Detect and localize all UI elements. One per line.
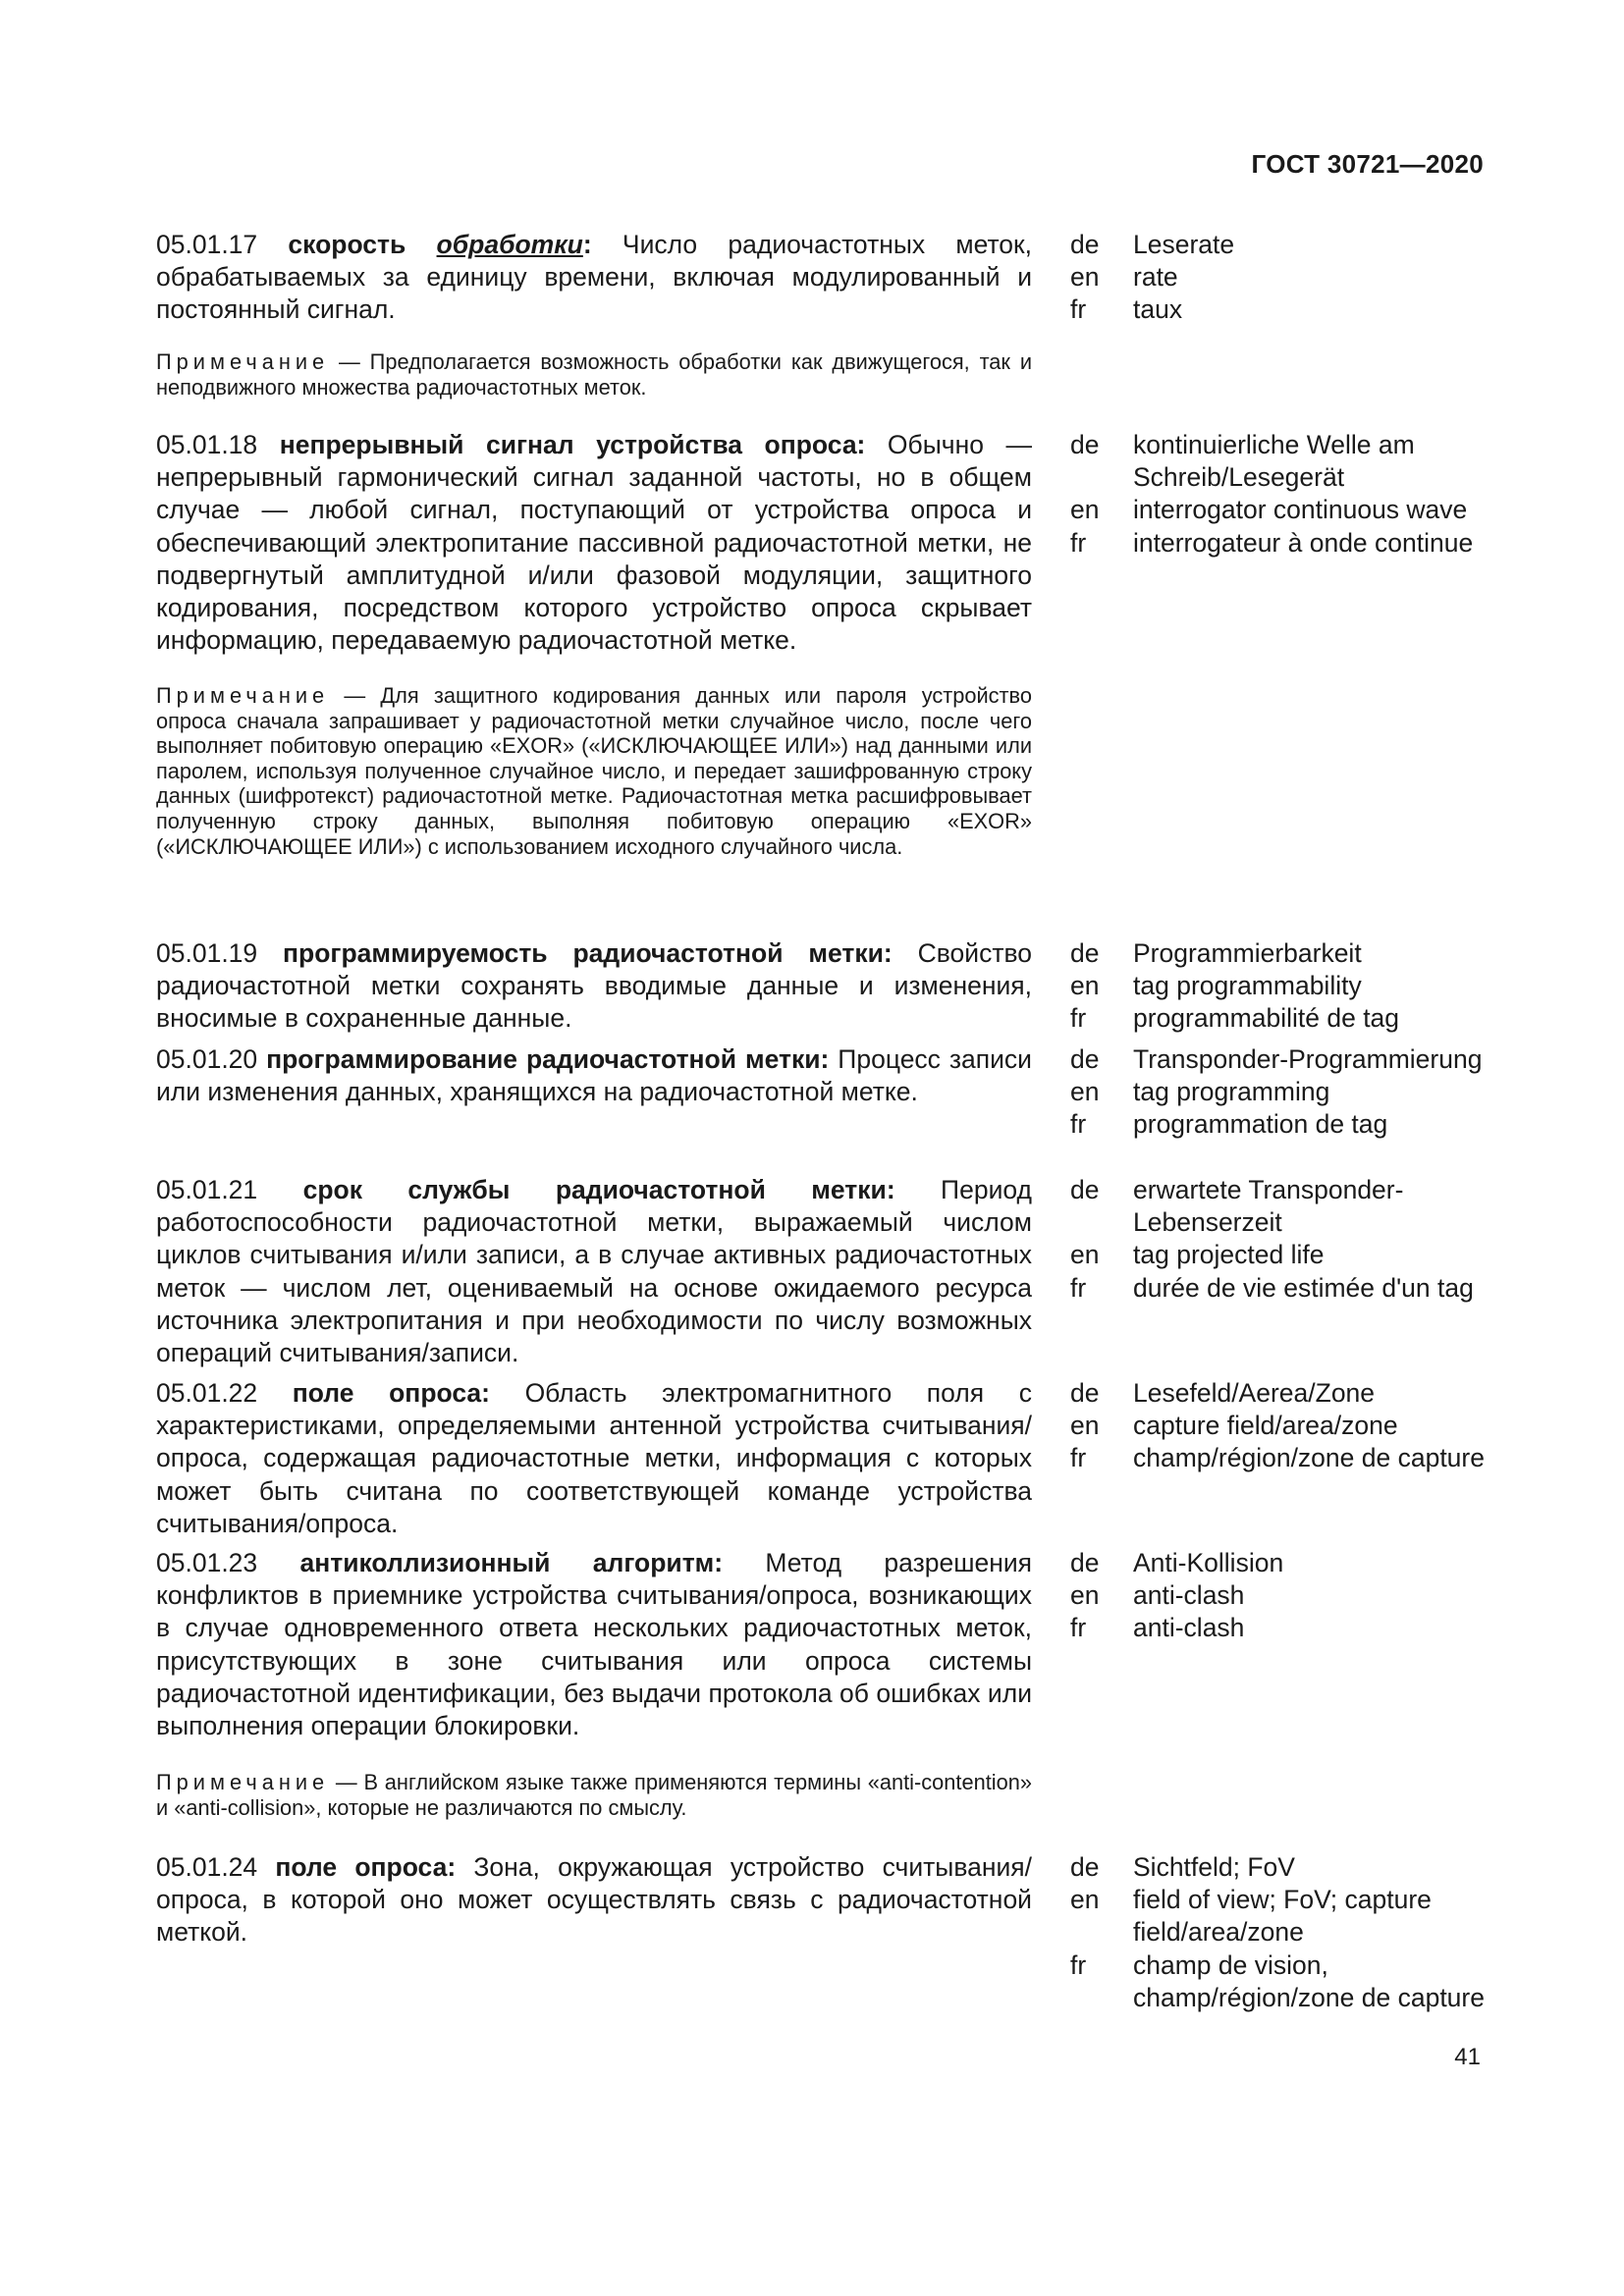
term-number: 05.01.22 <box>156 1378 258 1408</box>
lang-code: de <box>1070 938 1100 968</box>
lang-code: fr <box>1070 1003 1087 1034</box>
term-name: срок службы радиочастотной метки: <box>302 1175 895 1204</box>
language-equivalents <box>1070 429 1502 560</box>
term-name-emphasis: обработки <box>436 230 583 259</box>
lang-code: de <box>1070 430 1100 459</box>
lang-term: rate <box>1133 262 1178 293</box>
term-number: 05.01.24 <box>156 1852 258 1882</box>
term-name: поле опроса: <box>292 1378 490 1408</box>
term-name: непрерывный сигнал устройства опроса: <box>279 430 866 459</box>
lang-code: de <box>1070 1044 1100 1074</box>
term-note <box>156 349 1032 400</box>
lang-row <box>1070 1851 1502 1884</box>
term-definition: Период работоспособности радиочастотной метки, выражаемый числом циклов считывания и/или записи, а в случае активных радиочастотных меток — числом лет, оцениваемый на основе ожидаемого ресурса источника электропитания и при необходимости по числу возможных операций считывания/записи. <box>156 1175 1032 1368</box>
lang-row <box>1070 1377 1502 1410</box>
term-entry <box>156 1547 1032 1742</box>
note-label: Примечание <box>156 1770 330 1794</box>
term-entry <box>156 429 1032 657</box>
term-number: 05.01.17 <box>156 230 258 259</box>
lang-term: programmation de tag <box>1133 1109 1388 1140</box>
lang-code: en <box>1070 1240 1100 1270</box>
language-equivalents <box>1070 229 1502 327</box>
lang-term: champ de vision, champ/région/zone de capture <box>1133 1949 1485 2012</box>
lang-code: en <box>1070 1411 1100 1441</box>
term-name: программирование радиочастотной метки: <box>266 1044 830 1074</box>
lang-term: Transponder-Programmierung <box>1133 1044 1483 1074</box>
lang-row <box>1070 1174 1502 1239</box>
lang-term: Programmierbarkeit <box>1133 938 1362 968</box>
lang-code: fr <box>1070 1949 1087 1980</box>
lang-term: capture field/area/zone <box>1133 1411 1398 1441</box>
term-number: 05.01.18 <box>156 430 258 459</box>
lang-code: fr <box>1070 1613 1087 1643</box>
note-text: — Для защитного кодирования данных или пароля устройство опроса сначала запрашивает у радиочастотной метки случайное число, после чего выполняет побитовую операцию «EXOR» («ИСКЛЮЧАЮЩЕЕ ИЛИ») над данными или паролем, используя полученное случайное число, и передает зашифрованную строку данных (шифротекст) радиочастотной метке. Радиочастотная метка расшифровывает полученную строку данных, выполняя побитовую операцию «EXOR» («ИСКЛЮЧАЮЩЕЕ ИЛИ») с использованием исходного случайного числа. <box>156 683 1032 859</box>
term-definition: Область электромагнитного поля с характеристиками, определяемыми антенной устройства считывания/опроса, содержащая радиочастотные метки, информация с которых может быть считана по соответствующей команде устройства считывания/опроса. <box>156 1378 1032 1538</box>
term-entry <box>156 937 1032 1036</box>
lang-row <box>1070 1612 1502 1644</box>
lang-code: en <box>1070 971 1100 1001</box>
lang-code: fr <box>1070 1443 1087 1473</box>
lang-row <box>1070 1108 1502 1141</box>
language-equivalents <box>1070 1377 1502 1475</box>
term-entry <box>156 1043 1032 1108</box>
lang-row <box>1070 1547 1502 1579</box>
lang-code: de <box>1070 230 1100 259</box>
lang-code: de <box>1070 1548 1100 1577</box>
term-entry <box>156 229 1032 327</box>
note-text: — Предполагается возможность обработки как движущегося, так и неподвижного множества радиочастотных меток. <box>156 349 1032 400</box>
term-number: 05.01.21 <box>156 1175 258 1204</box>
lang-row <box>1070 970 1502 1002</box>
language-equivalents <box>1070 1043 1502 1142</box>
lang-code: de <box>1070 1175 1100 1204</box>
lang-row <box>1070 1410 1502 1442</box>
lang-row <box>1070 1949 1502 2014</box>
lang-code: de <box>1070 1378 1100 1408</box>
lang-term: taux <box>1133 294 1183 325</box>
lang-row <box>1070 229 1502 261</box>
term-entry <box>156 1377 1032 1540</box>
lang-term: field of view; FoV; capture field/area/zone <box>1133 1885 1432 1948</box>
lang-term: programmabilité de tag <box>1133 1003 1400 1034</box>
standard-designation: ГОСТ 30721—2020 <box>1251 149 1484 179</box>
term-note <box>156 1770 1032 1820</box>
lang-code: fr <box>1070 527 1087 558</box>
lang-term: tag programmability <box>1133 971 1362 1001</box>
term-definition: Зона, окружающая устройство считывания/опроса, в которой оно может осуществлять связь с радиочастотной меткой. <box>156 1852 1032 1948</box>
term-definition: Число радиочастотных меток, обрабатываемых за единицу времени, включая модулированный и постоянный сигнал. <box>156 230 1033 325</box>
lang-code: fr <box>1070 1272 1087 1303</box>
lang-term: Leserate <box>1133 230 1235 259</box>
term-definition: Обычно — непрерывный гармонический сигнал заданной частоты, но в общем случае — любой сигнал, поступающий от устройства опроса и обеспечивающий электропитание пассивной радиочастотной метки, не подвергнутый амплитудной и/или фазовой модуляции, защитного кодирования, посредством которого устройство опроса скрывает информацию, передаваемую радиочастотной метке. <box>156 430 1032 656</box>
lang-code: de <box>1070 1852 1100 1882</box>
lang-term: tag projected life <box>1133 1240 1325 1270</box>
term-name: программируемость радиочастотной метки: <box>283 938 893 968</box>
lang-term: interrogateur à onde continue <box>1133 527 1474 558</box>
lang-row <box>1070 1043 1502 1076</box>
term-name: антиколлизионный алгоритм: <box>299 1548 724 1577</box>
lang-code: fr <box>1070 294 1087 325</box>
lang-row <box>1070 937 1502 970</box>
lang-row <box>1070 294 1502 326</box>
lang-code: en <box>1070 1885 1100 1915</box>
lang-code: en <box>1070 262 1100 293</box>
term-definition: Метод разрешения конфликтов в приемнике устройства считывания/опроса, возникающих в случае одновременного ответа нескольких радиочастотных меток, присутствующих в зоне считывания или опроса системы радиочастотной идентификации, без выдачи протокола об ошибках или выполнения операции блокировки. <box>156 1548 1032 1741</box>
language-equivalents <box>1070 1174 1502 1305</box>
note-label: Примечание <box>156 349 330 374</box>
lang-term: Lesefeld/Aerea/Zone <box>1133 1378 1376 1408</box>
language-equivalents <box>1070 937 1502 1036</box>
language-equivalents <box>1070 1851 1502 2014</box>
lang-row <box>1070 1884 1502 1949</box>
lang-code: en <box>1070 1077 1100 1107</box>
lang-term: durée de vie estimée d'un tag <box>1133 1272 1474 1303</box>
term-number: 05.01.20 <box>156 1044 258 1074</box>
lang-code: en <box>1070 1580 1100 1611</box>
lang-row <box>1070 1442 1502 1474</box>
term-name: скорость <box>288 230 437 259</box>
term-definition: Процесс записи или изменения данных, хранящихся на радиочастотной метке. <box>156 1044 1032 1107</box>
term-number: 05.01.19 <box>156 938 258 968</box>
lang-row <box>1070 261 1502 294</box>
lang-row <box>1070 1002 1502 1035</box>
lang-code: en <box>1070 495 1100 525</box>
lang-term: erwartete Transponder-Lebenserzeit <box>1133 1175 1404 1238</box>
note-text: — В английском языке также применяются термины «anti-contention» и «anti-collision», которые не различаются по смыслу. <box>156 1770 1032 1820</box>
lang-term: Anti-Kollision <box>1133 1548 1284 1577</box>
lang-code: fr <box>1070 1109 1087 1140</box>
term-name: поле опроса: <box>275 1852 457 1882</box>
lang-term: kontinuierliche Welle am Schreib/Lesegerät <box>1133 430 1415 493</box>
lang-term: Sichtfeld; FoV <box>1133 1852 1295 1882</box>
lang-row <box>1070 429 1502 494</box>
lang-row <box>1070 1076 1502 1108</box>
lang-term: champ/région/zone de capture <box>1133 1443 1485 1473</box>
term-note <box>156 683 1032 859</box>
lang-term: tag programming <box>1133 1077 1330 1107</box>
term-entry <box>156 1174 1032 1369</box>
term-entry <box>156 1851 1032 1949</box>
lang-row <box>1070 494 1502 526</box>
lang-row <box>1070 1239 1502 1271</box>
lang-row <box>1070 1579 1502 1612</box>
lang-row <box>1070 527 1502 560</box>
term-number: 05.01.23 <box>156 1548 258 1577</box>
lang-term: anti-clash <box>1133 1580 1245 1611</box>
term-name-colon: : <box>582 230 592 259</box>
term-definition: Свойство радиочастотной метки сохранять вводимые данные и изменения, вносимые в сохраненные данные. <box>156 938 1032 1034</box>
note-label: Примечание <box>156 683 330 708</box>
lang-term: interrogator continuous wave <box>1133 495 1468 525</box>
lang-row <box>1070 1272 1502 1305</box>
language-equivalents <box>1070 1547 1502 1645</box>
lang-term: anti-clash <box>1133 1613 1245 1643</box>
page-number: 41 <box>1454 2044 1481 2070</box>
